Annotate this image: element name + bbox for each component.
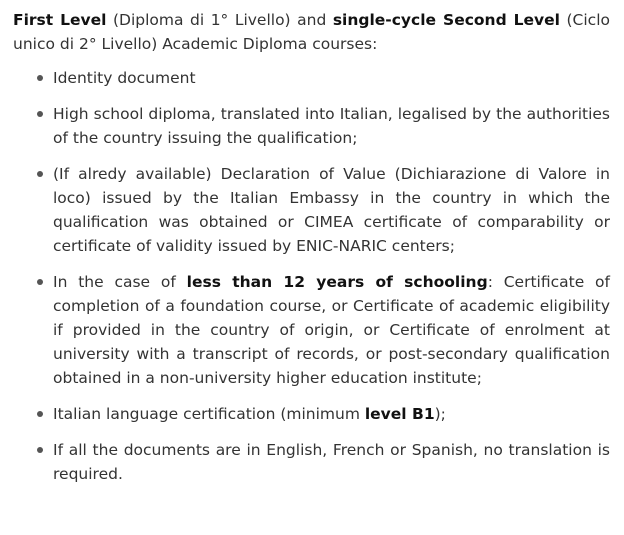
list-item-text-post: );	[434, 405, 446, 423]
list-item-text: (If alredy available) Declaration of Value (Dichiarazione di Valore in loco) issued by the Italian Embassy in the country in which the qualification was obtained or CIMEA certificate of comparability or certificate of validity issued by ENIC-NARIC centers;	[53, 165, 610, 255]
bullet-icon	[37, 171, 43, 177]
list-item-text-pre: In the case of	[53, 273, 187, 291]
list-item-text: If all the documents are in English, French or Spanish, no translation is required.	[53, 441, 610, 483]
intro-bold-first-level: First Level	[13, 11, 107, 29]
list-item	[13, 270, 610, 390]
bullet-icon	[37, 111, 43, 117]
list-item-emphasis: less than 12 years of schooling	[186, 273, 488, 291]
bullet-icon	[37, 411, 43, 417]
bullet-icon	[37, 75, 43, 81]
list-item-emphasis: level B1	[364, 405, 435, 423]
list-item	[13, 66, 610, 90]
bullet-icon	[37, 447, 43, 453]
intro-text-1: (Diploma di 1° Livello) and	[106, 11, 333, 29]
list-item-text: High school diploma, translated into Italian, legalised by the authorities of the country issuing the qualification;	[53, 105, 610, 147]
intro-bold-second-level: single-cycle Second Level	[332, 11, 560, 29]
bullet-icon	[37, 279, 43, 285]
list-item-text: Identity document	[53, 69, 196, 87]
requirements-list	[13, 66, 610, 486]
list-item	[13, 102, 610, 150]
list-item	[13, 438, 610, 486]
list-item-text-post: : Certificate of completion of a foundation course, or Certificate of academic eligibility if provided in the country of origin, or Certificate of enrolment at university with a transcript of records, or post-secondary qualification obtained in a non-university higher education institute;	[53, 273, 610, 387]
intro-paragraph	[13, 8, 610, 56]
list-item-text-pre: Italian language certification (minimum	[53, 405, 365, 423]
list-item	[13, 162, 610, 258]
intro-text-2: (Ciclo unico di 2° Livello) Academic Diploma courses:	[13, 11, 610, 53]
list-item	[13, 402, 610, 426]
